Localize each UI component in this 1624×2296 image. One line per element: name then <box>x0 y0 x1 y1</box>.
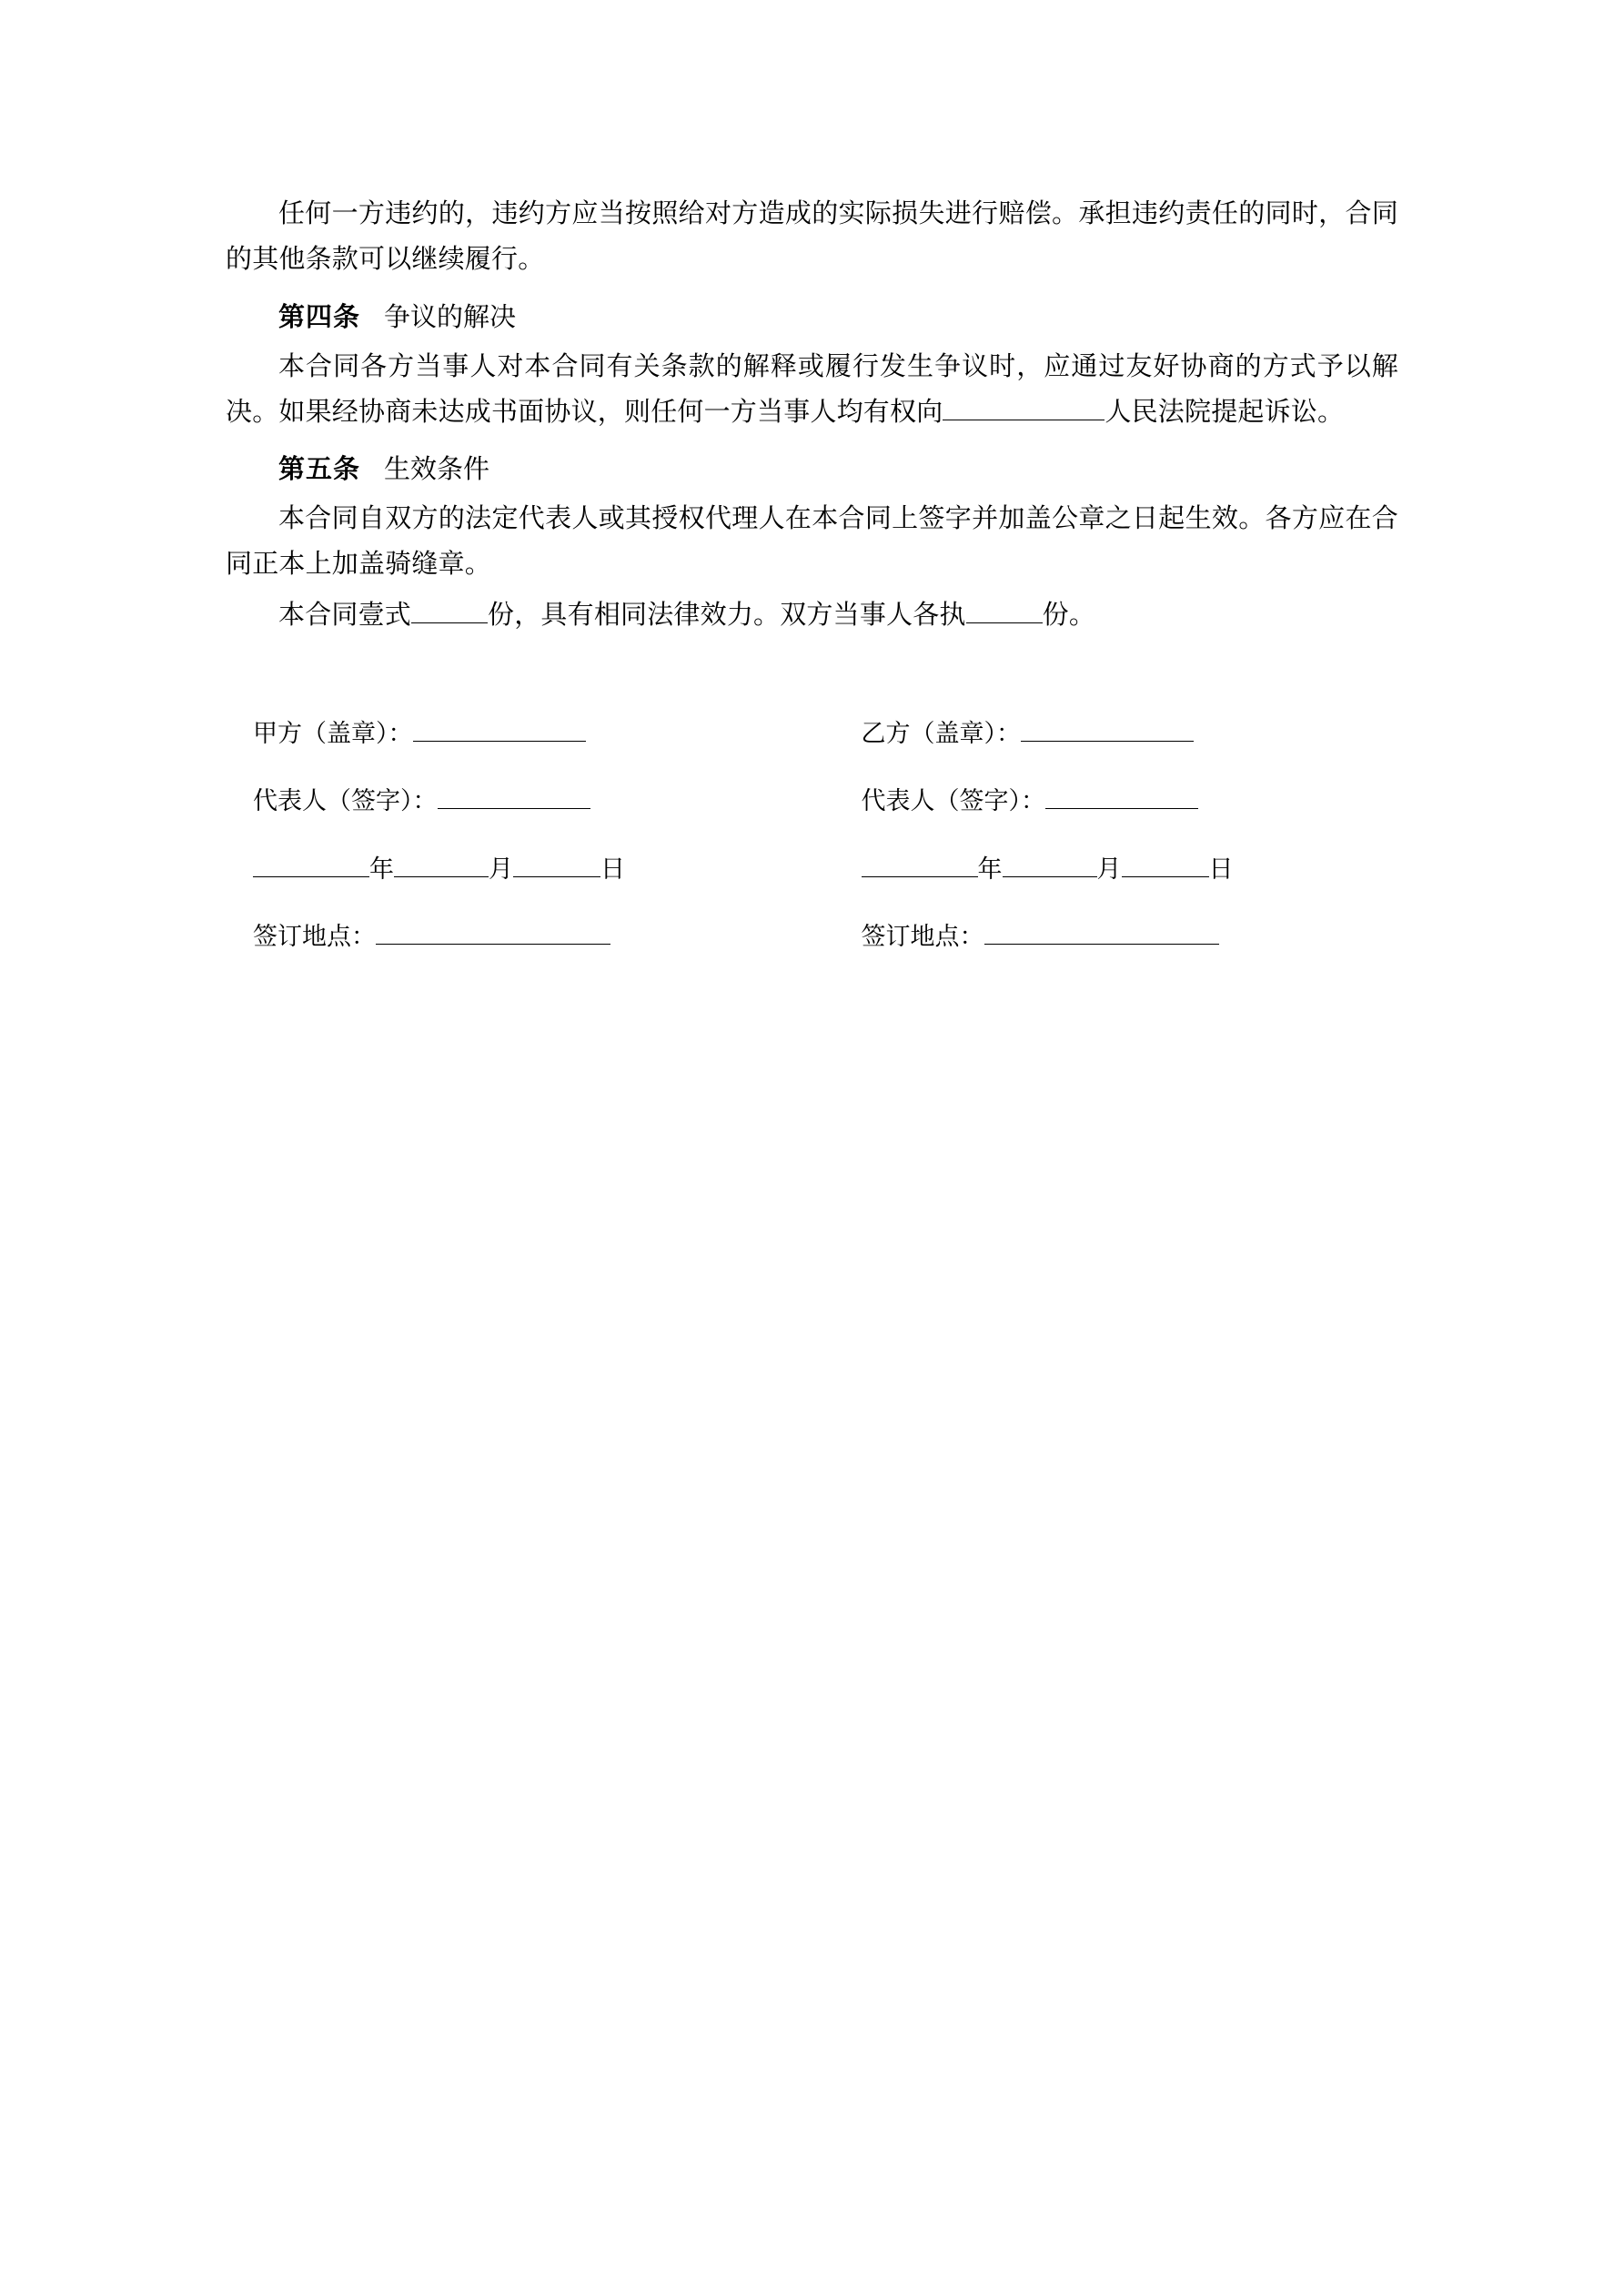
party-b-seal-field <box>812 716 1399 754</box>
party-b-place-field <box>812 919 1399 956</box>
clause-five-copies <box>226 592 1398 638</box>
party-b-place-label: 签订地点： <box>861 923 984 952</box>
party-a-rep-field <box>226 784 812 821</box>
party-b-seal-blank[interactable] <box>1021 741 1194 742</box>
clause-five-title: 生效条件 <box>384 453 490 485</box>
party-b-year-label: 年 <box>977 855 1003 884</box>
signature-row-representative <box>226 784 1398 821</box>
copies-part1: 本合同壹式 <box>278 599 412 630</box>
clause-five-body <box>226 496 1398 587</box>
party-b-rep-label: 代表人（签字）： <box>861 787 1045 816</box>
party-a-year-blank[interactable] <box>253 876 369 877</box>
party-a-rep-blank[interactable] <box>438 808 590 809</box>
clause-five-number: 第五条 <box>278 453 361 485</box>
party-b-year-blank[interactable] <box>862 876 978 877</box>
party-b-month-label: 月 <box>1096 855 1122 884</box>
party-b-rep-blank[interactable] <box>1045 808 1198 809</box>
signature-block <box>226 716 1398 956</box>
paragraph-breach <box>226 191 1398 282</box>
party-b-day-label: 日 <box>1208 855 1234 884</box>
party-a-day-blank[interactable] <box>513 876 600 877</box>
paragraph-breach-text: 任何一方违约的，违约方应当按照给对方造成的实际损失进行赔偿。承担违约责任的同时，合同的其他条款可以继续履行。 <box>226 197 1398 274</box>
party-a-place-label: 签订地点： <box>253 923 376 952</box>
copies-part2: 份，具有相同法律效力。双方当事人各执 <box>488 599 966 630</box>
party-a-year-label: 年 <box>369 855 394 884</box>
signature-row-date <box>226 852 1398 889</box>
party-a-rep-label: 代表人（签字）： <box>253 787 438 816</box>
clause-five-heading <box>226 447 1398 492</box>
clause-four-body <box>226 344 1398 435</box>
party-b-day-blank[interactable] <box>1122 876 1209 877</box>
clause-five-body-text: 本合同自双方的法定代表人或其授权代理人在本合同上签字并加盖公章之日起生效。各方应在合同正本上加盖骑缝章。 <box>226 502 1398 580</box>
signature-row-place <box>226 919 1398 956</box>
party-a-seal-label: 甲方（盖章）： <box>253 719 413 748</box>
party-b-seal-label: 乙方（盖章）： <box>861 719 1021 748</box>
party-a-seal-blank[interactable] <box>413 741 586 742</box>
signature-row-seal <box>226 716 1398 754</box>
party-b-date-field <box>812 852 1399 889</box>
party-a-place-blank[interactable] <box>376 944 610 945</box>
party-a-seal-field <box>226 716 812 754</box>
party-b-rep-field <box>812 784 1399 821</box>
copies-total-blank[interactable] <box>411 622 488 623</box>
party-a-month-label: 月 <box>489 855 513 884</box>
clause-four-body-part1: 本合同各方当事人对本合同有关条款的解释或履行发生争议时，应通过友好协商的方式予以解决。如果经协商未达成书面协议，则任何一方当事人均有权向 <box>226 349 1398 427</box>
party-b-month-blank[interactable] <box>1003 876 1097 877</box>
copies-part3: 份。 <box>1042 599 1096 630</box>
clause-four-body-part2: 人民法院提起诉讼。 <box>1105 395 1345 427</box>
party-a-date-field <box>226 852 812 889</box>
party-a-month-blank[interactable] <box>394 876 489 877</box>
clause-four-number: 第四条 <box>278 300 361 332</box>
party-b-place-blank[interactable] <box>984 944 1219 945</box>
party-a-place-field <box>226 919 812 956</box>
clause-four-heading <box>226 295 1398 340</box>
party-a-day-label: 日 <box>600 855 625 884</box>
clause-four-title: 争议的解决 <box>384 300 517 332</box>
copies-each-blank[interactable] <box>966 622 1043 623</box>
